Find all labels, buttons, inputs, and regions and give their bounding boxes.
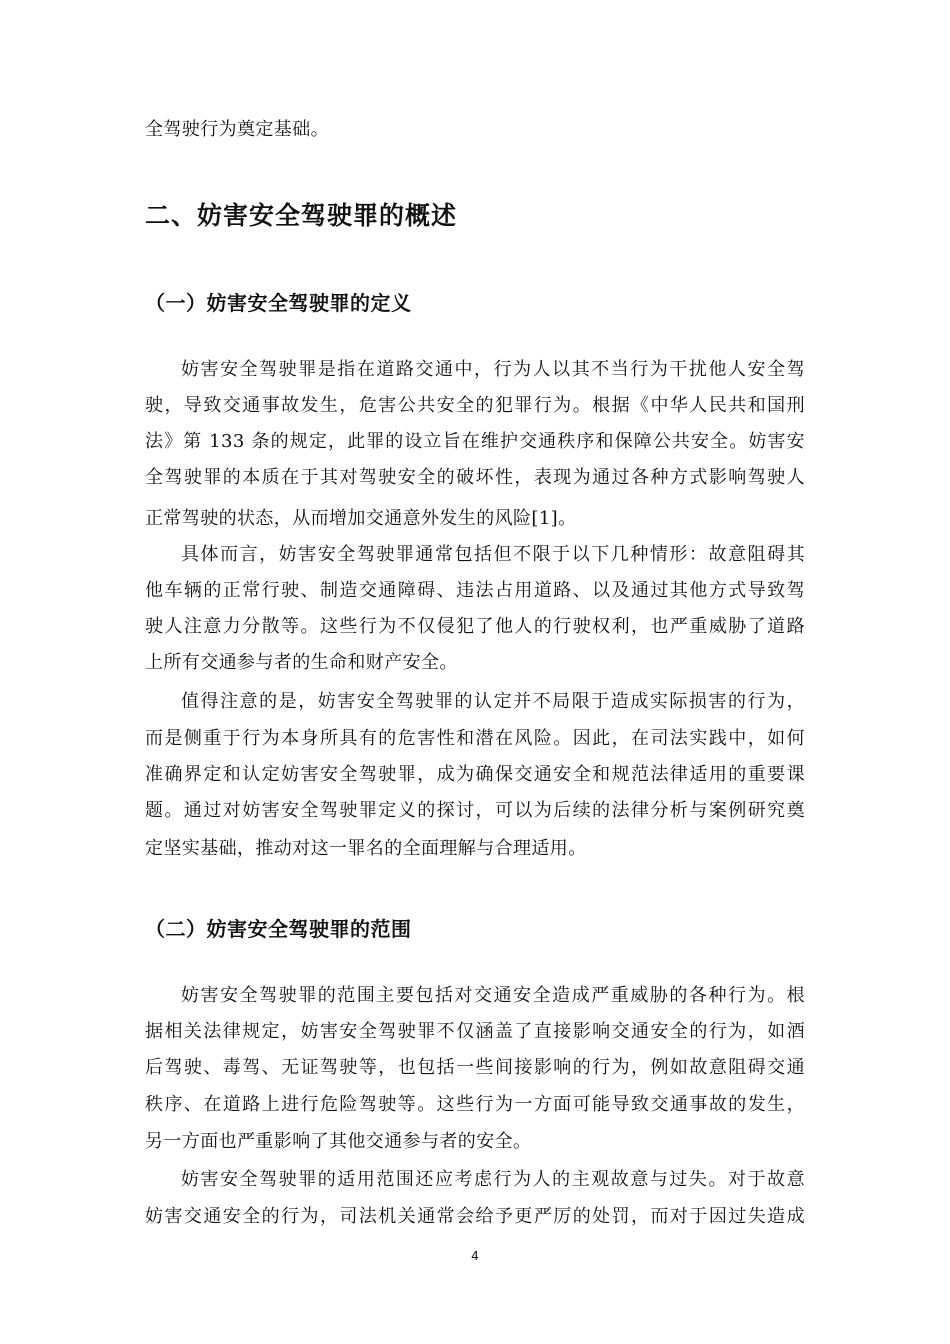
body-text-line: 据相关法律规定，妨害安全驾驶罪不仅涵盖了直接影响交通安全的行为，如酒 bbox=[145, 1021, 805, 1042]
subsection-heading-scope: （二）妨害安全驾驶罪的范围 bbox=[145, 917, 412, 941]
body-text-line: 妨害安全驾驶罪是指在道路交通中，行为人以其不当行为干扰他人安全驾 bbox=[181, 359, 805, 380]
body-text-line: 法》第 133 条的规定，此罪的设立旨在维护交通秩序和保障公共安全。妨害安 bbox=[145, 431, 805, 452]
page-number: 4 bbox=[471, 1249, 479, 1263]
body-text-line: 题。通过对妨害安全驾驶罪定义的探讨，可以为后续的法律分析与案例研究奠 bbox=[145, 800, 805, 821]
body-text-line: 妨害安全驾驶罪的范围主要包括对交通安全造成严重威胁的各种行为。根 bbox=[181, 985, 805, 1006]
body-text-line: 具体而言，妨害安全驾驶罪通常包括但不限于以下几种情形：故意阻碍其 bbox=[181, 544, 805, 565]
body-text-line: 而是侧重于行为本身所具有的危害性和潜在风险。因此，在司法实践中，如何 bbox=[145, 728, 805, 749]
body-text-line: 上所有交通参与者的生命和财产安全。 bbox=[145, 652, 458, 673]
body-text-line: 驶，导致交通事故发生，危害公共安全的犯罪行为。根据《中华人民共和国刑 bbox=[145, 395, 805, 416]
body-text-line: 妨害交通安全的行为，司法机关通常会给予更严厉的处罚，而对于因过失造成 bbox=[145, 1206, 805, 1227]
body-text-line: 驶人注意力分散等。这些行为不仅侵犯了他人的行驶权利，也严重威胁了道路 bbox=[145, 616, 805, 637]
body-text-line: 秩序、在道路上进行危险驾驶等。这些行为一方面可能导致交通事故的发生， bbox=[145, 1094, 805, 1115]
body-text-line: 妨害安全驾驶罪的适用范围还应考虑行为人的主观故意与过失。对于故意 bbox=[181, 1169, 805, 1190]
subsection-heading-definition: （一）妨害安全驾驶罪的定义 bbox=[145, 291, 412, 315]
body-text-line: 准确界定和认定妨害安全驾驶罪，成为确保交通安全和规范法律适用的重要课 bbox=[145, 764, 805, 785]
body-text-line: 值得注意的是，妨害安全驾驶罪的认定并不局限于造成实际损害的行为， bbox=[181, 691, 805, 712]
body-text-line: 另一方面也严重影响了其他交通参与者的安全。 bbox=[145, 1131, 532, 1152]
body-text-line: 全驾驶罪的本质在于其对驾驶安全的破坏性，表现为通过各种方式影响驾驶人 bbox=[145, 467, 805, 488]
body-text-line: 后驾驶、毒驾、无证驾驶等，也包括一些间接影响的行为，例如故意阻碍交通 bbox=[145, 1057, 805, 1078]
body-text-line: 定坚实基础，推动对这一罪名的全面理解与合理适用。 bbox=[145, 838, 587, 859]
body-text-line: 他车辆的正常行驶、制造交通障碍、违法占用道路、以及通过其他方式导致驾 bbox=[145, 580, 805, 601]
section-heading: 二、妨害安全驾驶罪的概述 bbox=[145, 201, 458, 230]
body-text-line: 全驾驶行为奠定基础。 bbox=[145, 119, 329, 140]
body-text-line: 正常驾驶的状态，从而增加交通意外发生的风险[1]。 bbox=[145, 508, 577, 529]
